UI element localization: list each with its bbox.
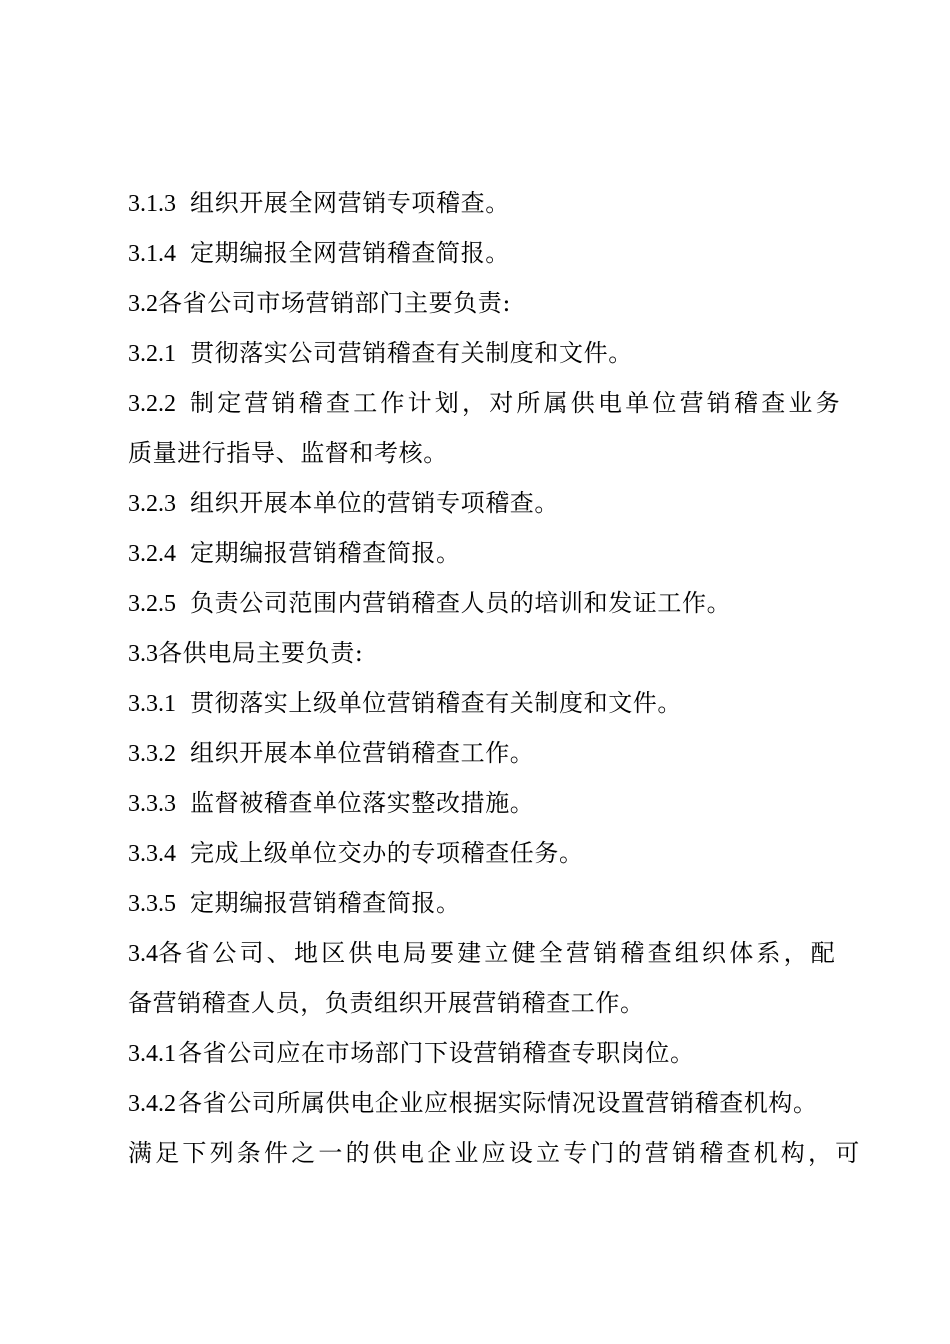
- clause-text: 定期编报营销稽查简报。: [190, 889, 461, 917]
- section-number: 3.2: [128, 291, 158, 317]
- section-3-4-heading: [128, 928, 838, 978]
- section-text: 备营销稽查人员，负责组织开展营销稽查工作。: [128, 989, 645, 1017]
- clause-number: 3.3.1: [128, 691, 176, 717]
- clause-number: 3.2.4: [128, 541, 176, 567]
- clause-text: 完成上级单位交办的专项稽查任务。: [190, 839, 584, 867]
- clause-3-3-5: [128, 878, 828, 928]
- clause-number: 3.1.3: [128, 191, 176, 217]
- clause-text: 组织开展本单位营销稽查工作。: [190, 739, 535, 767]
- clause-number: 3.2.5: [128, 591, 176, 617]
- clause-text: 制定营销稽查工作计划，对所属供电单位营销稽查业务: [190, 389, 843, 417]
- clause-number: 3.3.2: [128, 741, 176, 767]
- clause-3-3-4: [128, 828, 828, 878]
- clause-text: 组织开展全网营销专项稽查。: [190, 189, 510, 217]
- clause-number: 3.2.3: [128, 491, 176, 517]
- clause-3-2-4: [128, 528, 828, 578]
- clause-3-2-2-continuation: [128, 428, 828, 478]
- clause-text: 各省公司所属供电企业应根据实际情况设置营销稽查机构。: [178, 1089, 818, 1117]
- clause-3-4-2-continuation: [128, 1128, 863, 1178]
- section-3-2-heading: [128, 278, 828, 328]
- clause-number: 3.3.3: [128, 791, 176, 817]
- clause-3-3-2: [128, 728, 828, 778]
- clause-number: 3.3.5: [128, 891, 176, 917]
- clause-text: 定期编报营销稽查简报。: [190, 539, 461, 567]
- clause-number: 3.4.2: [128, 1091, 176, 1117]
- section-3-3-heading: [128, 628, 828, 678]
- clause-number: 3.2.2: [128, 391, 176, 417]
- section-text: 各省公司、地区供电局要建立健全营销稽查组织体系，配: [158, 939, 838, 967]
- section-3-4-continuation: [128, 978, 828, 1028]
- clause-text: 贯彻落实上级单位营销稽查有关制度和文件。: [190, 689, 682, 717]
- section-text: 各供电局主要负责:: [158, 639, 364, 667]
- clause-number: 3.1.4: [128, 241, 176, 267]
- clause-3-2-3: [128, 478, 828, 528]
- clause-text: 各省公司应在市场部门下设营销稽查专职岗位。: [178, 1039, 695, 1067]
- clause-3-2-5: [128, 578, 828, 628]
- clause-text: 监督被稽查单位落实整改措施。: [190, 789, 535, 817]
- clause-text: 贯彻落实公司营销稽查有关制度和文件。: [190, 339, 633, 367]
- clause-number: 3.3.4: [128, 841, 176, 867]
- clause-text: 满足下列条件之一的供电企业应设立专门的营销稽查机构，可: [128, 1139, 863, 1167]
- clause-number: 3.4.1: [128, 1041, 176, 1067]
- clause-3-4-1: [128, 1028, 828, 1078]
- clause-number: 3.2.1: [128, 341, 176, 367]
- section-text: 各省公司市场营销部门主要负责:: [158, 289, 512, 317]
- clause-3-1-4: [128, 228, 828, 278]
- document-body: [128, 178, 863, 1178]
- clause-3-3-1: [128, 678, 828, 728]
- clause-text: 质量进行指导、监督和考核。: [128, 439, 448, 467]
- clause-text: 定期编报全网营销稽查简报。: [190, 239, 510, 267]
- section-number: 3.3: [128, 641, 158, 667]
- clause-3-4-2: [128, 1078, 828, 1128]
- section-number: 3.4: [128, 941, 158, 967]
- clause-3-3-3: [128, 778, 828, 828]
- clause-text: 负责公司范围内营销稽查人员的培训和发证工作。: [190, 589, 732, 617]
- clause-3-1-3: [128, 178, 828, 228]
- clause-3-2-2: [128, 378, 843, 428]
- clause-3-2-1: [128, 328, 828, 378]
- clause-text: 组织开展本单位的营销专项稽查。: [190, 489, 559, 517]
